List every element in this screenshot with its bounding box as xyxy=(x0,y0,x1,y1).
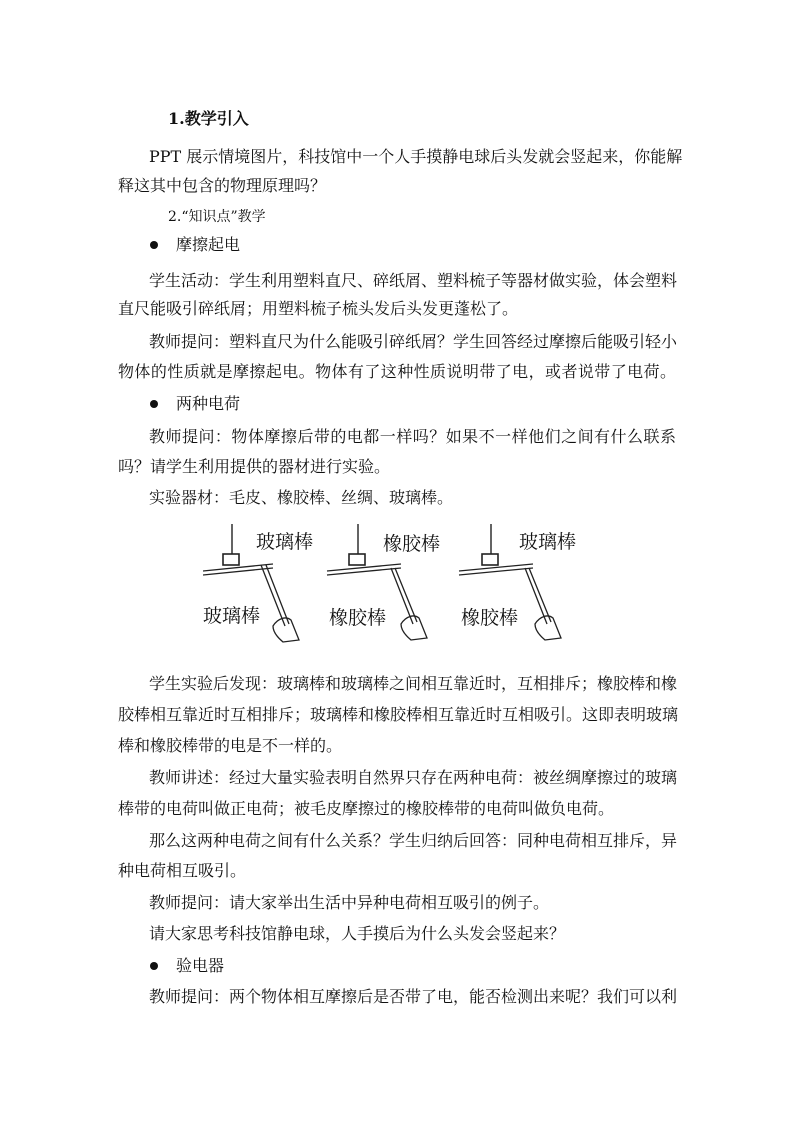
finding-line-2: 胶棒相互靠近时互相排斥；玻璃棒和橡胶棒相互靠近时互相吸引。这即表明玻璃 xyxy=(118,705,679,724)
question-friction-line-1: 教师提问：塑料直尺为什么能吸引碎纸屑？学生回答经过摩擦后能吸引轻小 xyxy=(149,332,678,351)
question-friction-line-2: 物体的性质就是摩擦起电。物体有了这种性质说明带了电，或者说带了电荷。 xyxy=(118,362,676,381)
section-title-electroscope: 验电器 xyxy=(176,956,225,975)
relation-line-1: 那么这两种电荷之间有什么关系？学生归纳后回答：同种电荷相互排斥，异 xyxy=(149,831,678,850)
materials-line: 实验器材：毛皮、橡胶棒、丝绸、玻璃棒。 xyxy=(149,488,454,507)
section-title-friction-charging: 摩擦起电 xyxy=(176,235,241,254)
rod-label-top: 玻璃棒 xyxy=(519,531,577,553)
lecture-line-2: 棒带的电荷叫做正电荷；被毛皮摩擦过的橡胶棒带的电荷叫做负电荷。 xyxy=(118,799,615,818)
heading-knowledge-points: 2.“知识点”教学 xyxy=(168,209,266,225)
bullet-icon xyxy=(150,962,158,970)
section-title-two-charges: 两种电荷 xyxy=(176,394,241,413)
hand-icon xyxy=(401,616,427,640)
finding-line-3: 棒和橡胶棒带的电是不一样的。 xyxy=(118,736,343,755)
experiment-panel-rubber-rubber xyxy=(327,524,440,640)
rod-label-bottom: 玻璃棒 xyxy=(203,605,261,627)
activity-line-2: 直尺能吸引碎纸屑；用塑料梳子梳头发后头发更蓬松了。 xyxy=(118,299,519,318)
intro-paragraph-line-1: PPT 展示情境图片，科技馆中一个人手摸静电球后头发就会竖起来，你能解 xyxy=(149,147,683,166)
hand-icon xyxy=(535,616,561,640)
experiment-panel-glass-glass xyxy=(203,524,313,642)
question-charges-line-1: 教师提问：物体摩擦后带的电都一样吗？如果不一样他们之间有什么联系 xyxy=(149,427,676,446)
rod-label-top: 玻璃棒 xyxy=(256,531,314,553)
activity-line-1: 学生活动：学生利用塑料直尺、碎纸屑、塑料梳子等器材做实验，体会塑料 xyxy=(149,271,678,290)
lecture-line-1: 教师讲述：经过大量实验表明自然界只存在两种电荷：被丝绸摩擦过的玻璃 xyxy=(149,768,678,787)
charge-experiment-figure xyxy=(203,520,588,645)
example-question-line: 教师提问：请大家举出生活中异种电荷相互吸引的例子。 xyxy=(149,893,550,912)
electroscope-question-line: 教师提问：两个物体相互摩擦后是否带了电，能否检测出来呢？我们可以利 xyxy=(149,987,678,1006)
rod-label-bottom: 橡胶棒 xyxy=(461,607,519,629)
heading-teaching-intro: 1.教学引入 xyxy=(168,109,249,128)
rod-label-top: 橡胶棒 xyxy=(383,533,441,555)
bullet-icon xyxy=(150,400,158,408)
think-question-line: 请大家思考科技馆静电球，人手摸后为什么头发会竖起来？ xyxy=(149,924,566,943)
intro-paragraph-line-2: 释这其中包含的物理原理吗？ xyxy=(118,176,327,195)
finding-line-1: 学生实验后发现：玻璃棒和玻璃棒之间相互靠近时，互相排斥；橡胶棒和橡 xyxy=(149,674,678,693)
rod-label-bottom: 橡胶棒 xyxy=(329,607,387,629)
experiment-panel-glass-rubber xyxy=(459,524,576,640)
bullet-icon xyxy=(150,241,158,249)
question-charges-line-2: 吗？请学生利用提供的器材进行实验。 xyxy=(118,457,391,476)
hand-icon xyxy=(273,618,299,642)
relation-line-2: 种电荷相互吸引。 xyxy=(118,861,247,880)
